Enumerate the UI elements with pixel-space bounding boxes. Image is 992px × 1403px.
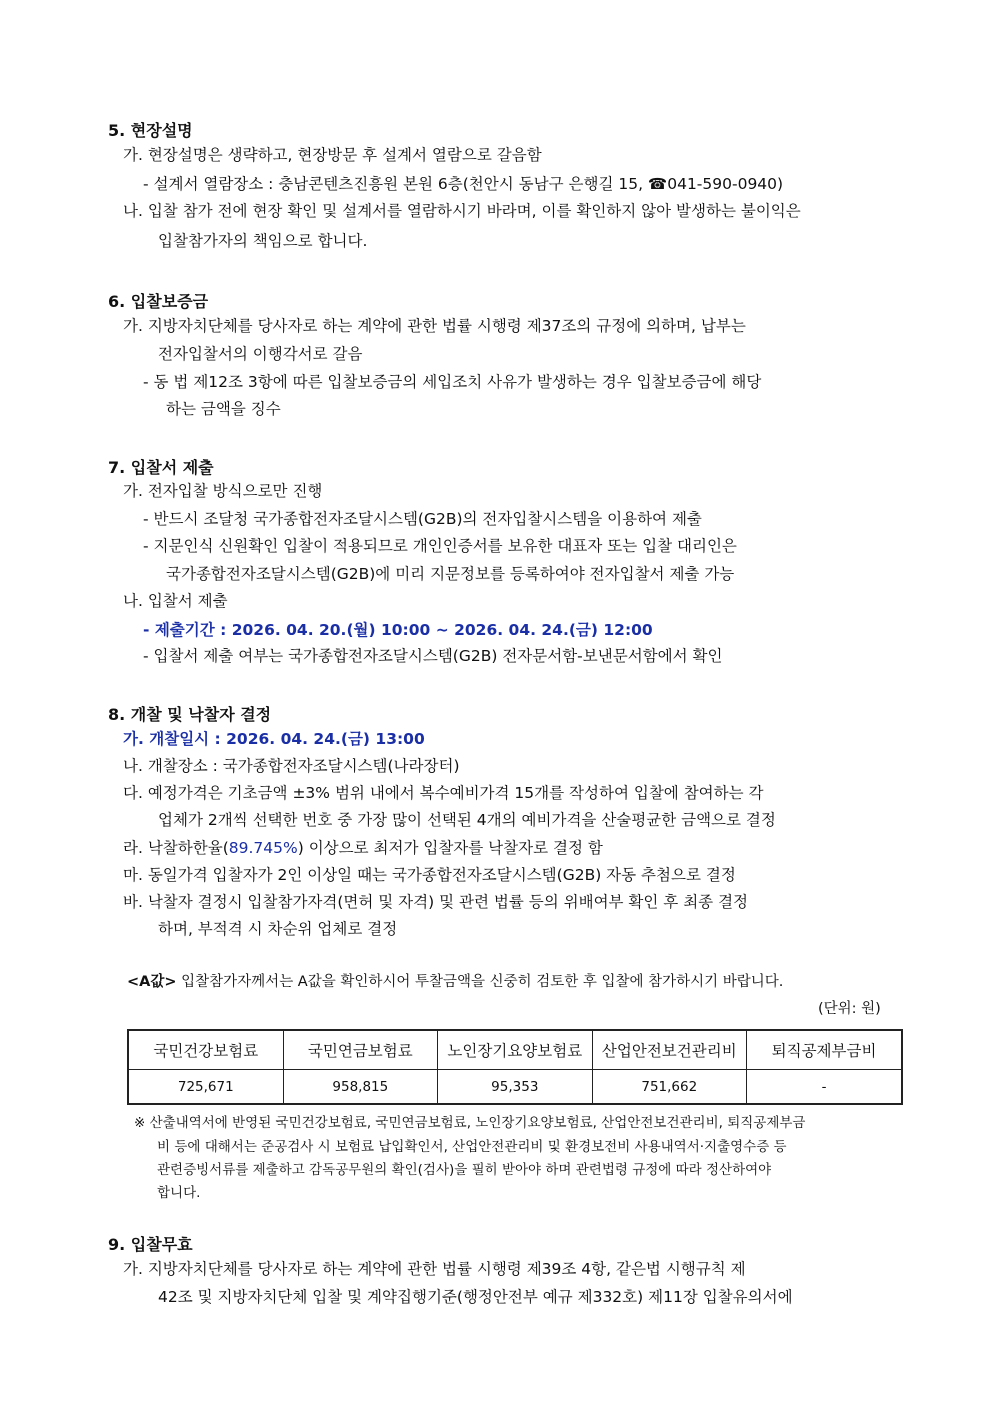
s8-item-da-cont: 업체가 2개씩 선택한 번호 중 가장 많이 선택된 4개의 예비가격을 산술평균한 금액으로 결정 [158, 811, 776, 829]
s9-item-ga: 가. 지방자치단체를 당사자로 하는 계약에 관한 법률 시행령 제39조 4항, 같은법 시행규칙 제 [123, 1260, 746, 1278]
section-5-title: 5. 현장설명 [108, 121, 193, 140]
s8-ra-rate: 89.745% [228, 839, 298, 857]
s8-item-ba-cont: 하며, 부적격 시 차순위 업체로 결정 [158, 920, 398, 938]
s8-ra-post: ) 이상으로 최저가 입찰자를 낙찰자로 결정 함 [297, 839, 603, 857]
section-9-title: 9. 입찰무효 [108, 1235, 193, 1254]
table-cell: 958,815 [283, 1070, 438, 1105]
note-line-3: 관련증빙서류를 제출하고 감독공무원의 확인(검사)을 필히 받아야 하며 관련법령 규정에 따라 정산하여야 [157, 1162, 772, 1178]
s5-item-ga-sub: - 설계서 열람장소 : 충남콘텐츠진흥원 본원 6층(천안시 동남구 은행길 15, ☎041-590-0940) [143, 175, 784, 193]
s7-sub2: - 지문인식 신원확인 입찰이 적용되므로 개인인증서를 보유한 대표자 또는 입찰 대리인은 [143, 537, 737, 555]
note-line-1: ※ 산출내역서에 반영된 국민건강보험료, 국민연금보험료, 노인장기요양보험료, 산업안전보건관리비, 퇴직공제부금 [134, 1115, 806, 1131]
s8-item-ra [123, 838, 603, 858]
section-7-title: 7. 입찰서 제출 [108, 458, 214, 477]
table-header-cell: 국민건강보험료 [128, 1030, 283, 1070]
s7-sub1: - 반드시 조달청 국가종합전자조달시스템(G2B)의 전자입찰시스템을 이용하여 제출 [143, 510, 702, 528]
section-6-title: 6. 입찰보증금 [108, 292, 209, 311]
s7-item-ga: 가. 전자입찰 방식으로만 진행 [123, 482, 323, 500]
s7-submission-period: - 제출기간 : 2026. 04. 20.(월) 10:00 ~ 2026. 04. 24.(금) 12:00 [143, 621, 653, 639]
s7-sub3: - 입찰서 제출 여부는 국가종합전자조달시스템(G2B) 전자문서함-보낸문서함에서 확인 [143, 647, 723, 665]
section-8-title: 8. 개찰 및 낙찰자 결정 [108, 705, 272, 724]
s8-ra-pre: 라. 낙찰하한율( [123, 839, 229, 857]
s8-item-ma: 마. 동일가격 입찰자가 2인 이상일 때는 국가종합전자조달시스템(G2B) 자동 추첨으로 결정 [123, 866, 736, 884]
a-value-text: 입찰참가자께서는 A값을 확인하시어 투찰금액을 신중히 검토한 후 입찰에 참가하시기 바랍니다. [181, 974, 784, 990]
s8-item-ba: 바. 낙찰자 결정시 입찰참가자격(면허 및 자격) 및 관련 법률 등의 위배여부 확인 후 최종 결정 [123, 893, 749, 911]
a-value-line [127, 972, 783, 992]
s8-item-na: 나. 개찰장소 : 국가종합전자조달시스템(나라장터) [123, 757, 460, 775]
table-cell: 751,662 [592, 1070, 747, 1105]
table-header-cell: 노인장기요양보험료 [438, 1030, 592, 1070]
s5-item-na: 나. 입찰 참가 전에 현장 확인 및 설계서를 열람하시기 바라며, 이를 확인하지 않아 발생하는 불이익은 [123, 202, 801, 220]
s9-item-ga-cont: 42조 및 지방자치단체 입찰 및 계약집행기준(행정안전부 예규 제332호) 제11장 입찰유의서에 [158, 1288, 793, 1306]
table-header-cell: 퇴직공제부금비 [747, 1030, 902, 1070]
table-cell: 95,353 [438, 1070, 592, 1105]
s8-item-da: 다. 예정가격은 기초금액 ±3% 범위 내에서 복수예비가격 15개를 작성하여 입찰에 참여하는 각 [123, 784, 764, 802]
s5-item-ga: 가. 현장설명은 생략하고, 현장방문 후 설계서 열람으로 갈음함 [123, 146, 542, 164]
unit-label: (단위: 원) [818, 1001, 881, 1017]
s7-sub2-cont: 국가종합전자조달시스템(G2B)에 미리 지문정보를 등록하여야 전자입찰서 제출 가능 [166, 565, 735, 583]
table-header-cell: 국민연금보험료 [283, 1030, 438, 1070]
s6-item-ga: 가. 지방자치단체를 당사자로 하는 계약에 관한 법률 시행령 제37조의 규정에 의하며, 납부는 [123, 317, 746, 335]
s8-opening-datetime: 가. 개찰일시 : 2026. 04. 24.(금) 13:00 [123, 730, 425, 748]
a-value-table [127, 1029, 903, 1105]
s6-sub: - 동 법 제12조 3항에 따른 입찰보증금의 세입조치 사유가 발생하는 경우 입찰보증금에 해당 [143, 373, 762, 391]
note-line-2: 비 등에 대해서는 준공검사 시 보험료 납입확인서, 산업안전관리비 및 환경보전비 사용내역서·지출영수증 등 [157, 1139, 787, 1155]
s6-sub-cont: 하는 금액을 징수 [166, 400, 281, 418]
s6-item-ga-cont: 전자입찰서의 이행각서로 갈음 [158, 345, 363, 363]
table-header-row [128, 1030, 902, 1070]
table-cell: - [747, 1070, 902, 1105]
table-header-cell: 산업안전보건관리비 [592, 1030, 747, 1070]
note-line-4: 합니다. [157, 1185, 201, 1201]
table-row [128, 1070, 902, 1105]
table-cell: 725,671 [128, 1070, 283, 1105]
s5-item-na-cont: 입찰참가자의 책임으로 합니다. [158, 232, 368, 250]
a-value-label: <A값> [127, 974, 177, 990]
s7-item-na: 나. 입찰서 제출 [123, 592, 228, 610]
